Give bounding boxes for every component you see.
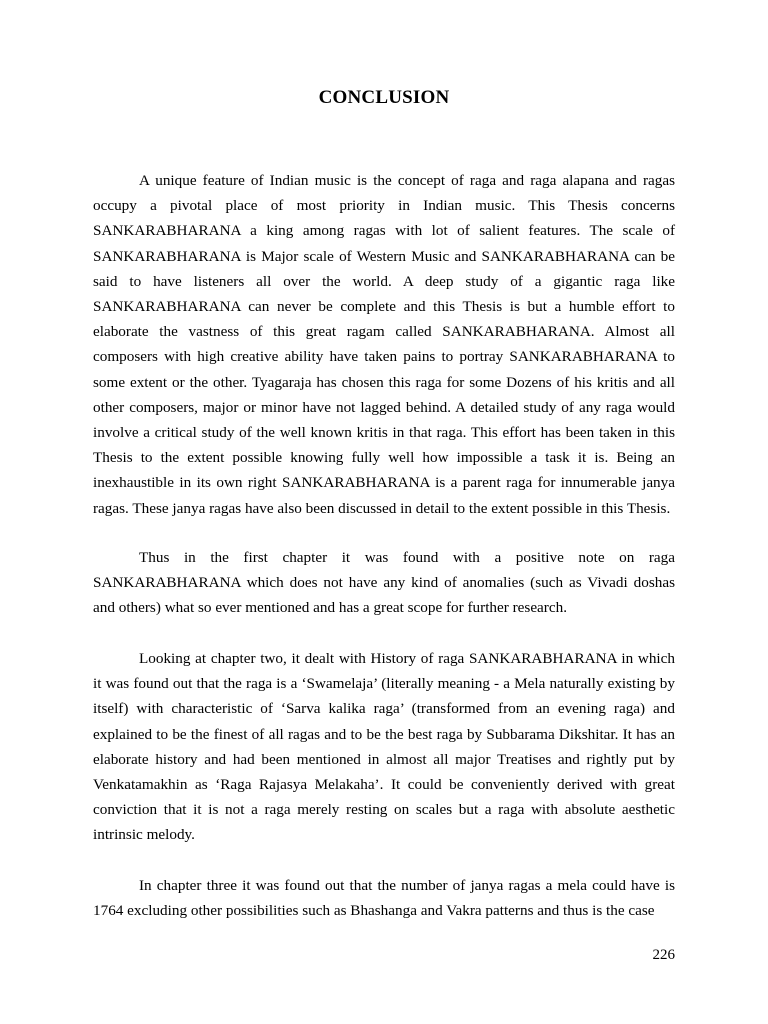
page-number: 226 [652,947,675,963]
paragraph-chapter-three: In chapter three it was found out that the number of janya ragas a mela could have is 1764 excluding other possibilities such as Bhashanga and Vakra patterns and thus is the case [93,877,675,920]
paragraph-introduction: A unique feature of Indian music is the concept of raga and raga alapana and ragas occupy a pivotal place of most priority in Indian music. This Thesis concerns SANKARABHARANA a king among ragas with lot of salient features. The scale of SANKARABHARANA is Major scale of Western Music and SANKARABHARANA can be said to have listeners all over the world. A deep study of a gigantic raga like SANKARABHARANA can never be complete and this Thesis is but a humble effort to elaborate the vastness of this great ragam called SANKARABHARANA. Almost all composers with high creative ability have taken pains to portray SANKARABHARANA to some extent or the other. Tyagaraja has chosen this raga for some Dozens of his kritis and all other composers, major or minor have not lagged behind. A detailed study of any raga would involve a critical study of the well known kritis in that raga. This effort has been taken in this Thesis to the extent possible knowing fully well how impossible a task it is. Being an inexhaustible in its own right SANKARABHARANA is a parent raga for innumerable janya ragas. These janya ragas have also been discussed in detail to the extent possible in this Thesis. [93,172,675,517]
paragraph-chapter-one: Thus in the first chapter it was found with a positive note on raga SANKARABHARANA which does not have any kind of anomalies (such as Vivadi doshas and others) what so ever mentioned and has a great scope for further research. [93,549,675,617]
page-title: CONCLUSION [318,87,450,108]
paragraph-chapter-two: Looking at chapter two, it dealt with History of raga SANKARABHARANA in which it was found out that the raga is a ‘Swamelaja’ (literally meaning - a Mela naturally existing by itself) with characteristic of ‘Sarva kalika raga’ (transformed from an evening raga) and explained to be the finest of all ragas and to be the best raga by Subbarama Dikshitar. It has an elaborate history and had been mentioned in almost all major Treatises and rightly put by Venkatamakhin as ‘Raga Rajasya Melakaha’. It could be conveniently derived with great conviction that it is not a raga merely resting on scales but a raga with absolute aesthetic intrinsic melody. [93,650,675,844]
